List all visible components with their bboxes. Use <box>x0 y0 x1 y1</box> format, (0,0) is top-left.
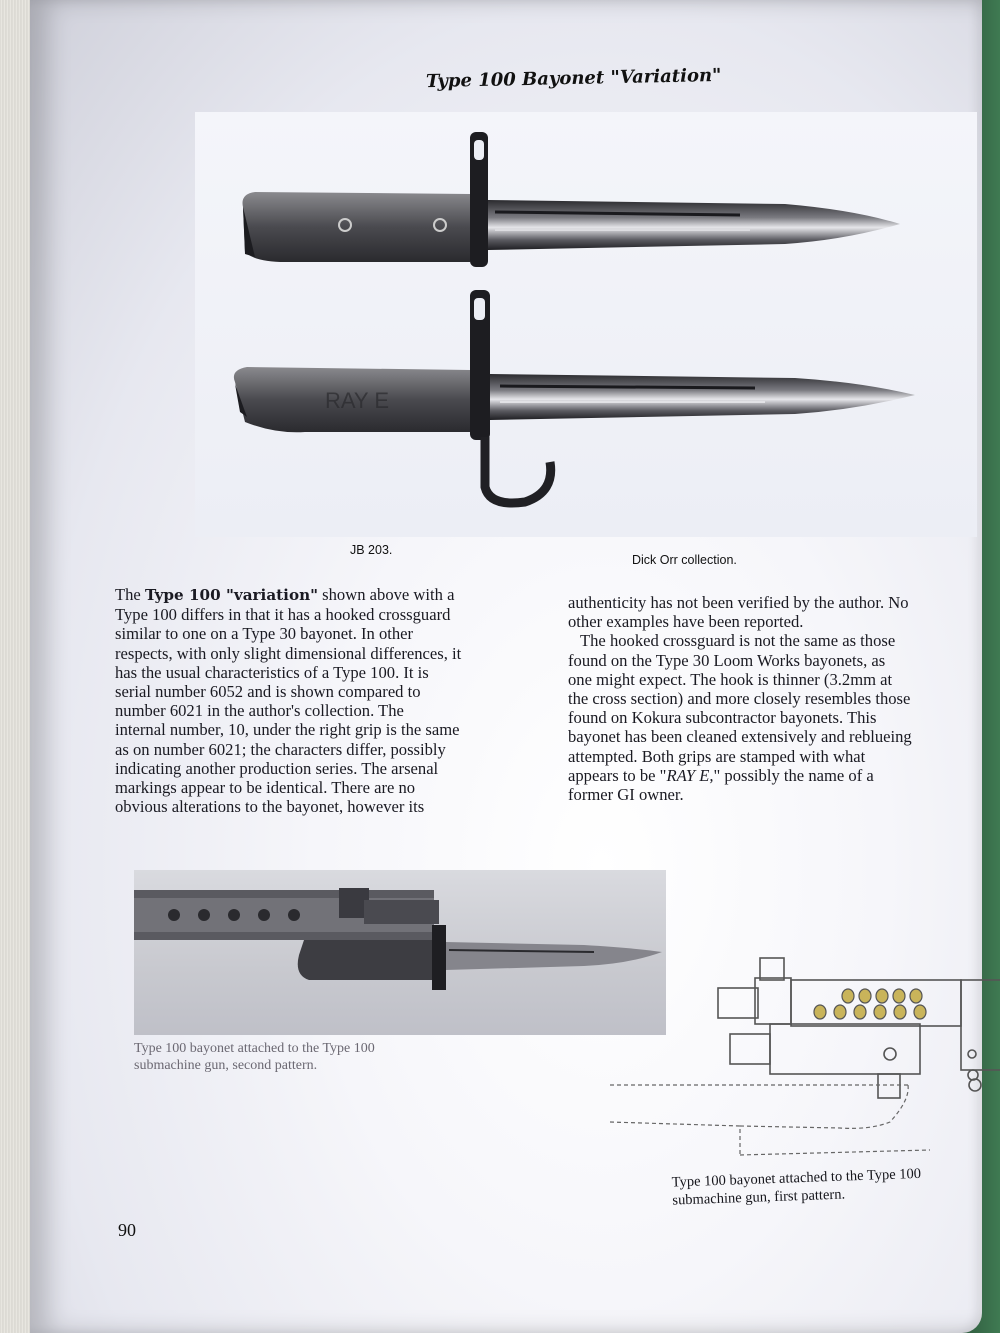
left-line-10: indicating another production series. The arsenal <box>115 758 439 778</box>
last-italic: RAY E, <box>666 765 714 785</box>
smg-photo-caption-line-2: submachine gun, second pattern. <box>134 1058 318 1073</box>
smg-technical-drawing <box>610 950 1000 1160</box>
book-page <box>30 0 982 1333</box>
smg-bayonet-photo-illustration <box>134 870 666 1035</box>
left-line-3: similar to one on a Type 30 bayonet. In other <box>115 624 414 644</box>
right-line-1: authenticity has not been verified by the author. No <box>568 593 909 612</box>
right-line-3: The hooked crossguard is not the same as those <box>580 631 896 651</box>
left-line-1 <box>115 585 551 605</box>
left-text-column <box>115 585 551 816</box>
left-line-8: internal number, 10, under the right grip is the same <box>115 720 460 740</box>
smg-line-drawing <box>610 950 1000 1160</box>
right-line-10 <box>568 766 978 785</box>
page-number: 90 <box>118 1220 136 1240</box>
drawing-caption-line-2: submachine gun, first pattern. <box>672 1186 846 1209</box>
drawing-caption-line-1: Type 100 bayonet attached to the Type 100 <box>671 1165 922 1191</box>
last-post: " possibly the name of a <box>713 765 874 785</box>
page-title: Type 100 Bayonet "Variation" <box>425 64 722 93</box>
right-line-5: one might expect. The hook is thinner (3.2mm at <box>568 669 893 689</box>
left-line-4: respects, with only slight dimensional differences, it <box>115 643 462 663</box>
left-line-1-text: shown above with a <box>318 585 455 604</box>
last-pre: appears to be " <box>568 765 667 785</box>
left-line-7: number 6021 in the author's collection. The <box>115 701 404 721</box>
left-line-9: as on number 6021; the characters differ, possibly <box>115 739 446 759</box>
right-line-9: attempted. Both grips are stamped with what <box>568 746 866 766</box>
right-line-11: former GI owner. <box>568 785 684 805</box>
drawing-caption <box>671 1162 992 1209</box>
left-line-12: obvious alterations to the bayonet, however its <box>115 797 425 817</box>
smg-photo <box>134 870 666 1035</box>
right-line-2: other examples have been reported. <box>568 612 804 632</box>
photo-caption-left: JB 203. <box>350 543 393 557</box>
right-line-8: bayonet has been cleaned extensively and reblueing <box>568 727 912 747</box>
right-line-7: found on Kokura subcontractor bayonets. This <box>568 708 877 728</box>
lead-bold: Type 100 "variation" <box>144 586 319 604</box>
two-bayonets-illustration <box>195 112 977 537</box>
bayonet-photo-top <box>195 112 977 537</box>
left-line-5: has the usual characteristics of a Type 100. It is <box>115 662 429 682</box>
svg-text:RAY E: RAY E <box>325 388 389 413</box>
smg-photo-caption <box>134 1040 474 1074</box>
right-text-column <box>568 593 978 804</box>
lead-pre: The <box>115 585 145 604</box>
right-line-4: found on the Type 30 Loom Works bayonets, as <box>568 650 886 670</box>
left-line-11: markings appear to be identical. There are no <box>115 778 416 798</box>
left-line-2: Type 100 differs in that it has a hooked crossguard <box>115 605 451 625</box>
left-line-6: serial number 6052 and is shown compared to <box>115 682 421 702</box>
right-line-6: the cross section) and more closely resembles those <box>568 689 911 709</box>
photo-caption-right: Dick Orr collection. <box>632 553 737 567</box>
smg-photo-caption-line-1: Type 100 bayonet attached to the Type 100 <box>134 1041 375 1056</box>
